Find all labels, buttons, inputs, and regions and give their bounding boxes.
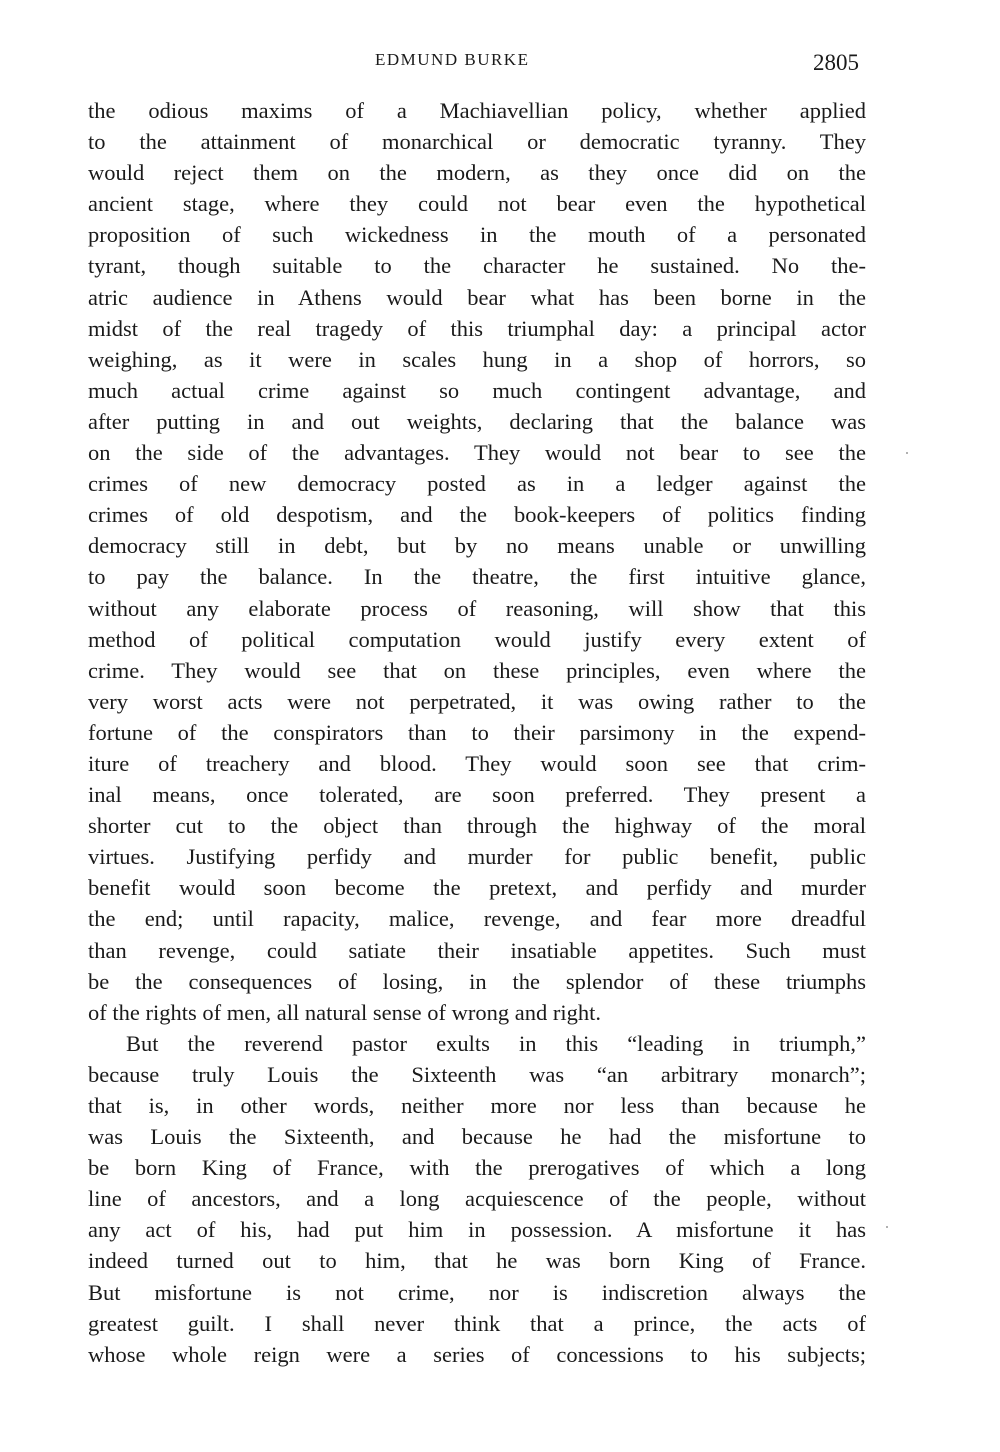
text-line: line of ancestors, and a long acquiescence of the people, without <box>88 1186 866 1212</box>
text-line: would reject them on the modern, as they once did on the <box>88 160 866 186</box>
text-line: indeed turned out to him, that he was born King of France. <box>88 1248 866 1274</box>
text-line: to pay the balance. In the theatre, the first intuitive glance, <box>88 564 866 590</box>
text-line: tyrant, though suitable to the character he sustained. No the- <box>88 253 866 279</box>
text-line: without any elaborate process of reasoning, will show that this <box>88 595 866 621</box>
text-line: be the consequences of losing, in the splendor of these triumphs <box>88 968 866 994</box>
running-title: EDMUND BURKE <box>375 50 530 69</box>
text-line: But the reverend pastor exults in this “leading in triumph,” <box>126 1030 866 1056</box>
text-line: of the rights of men, all natural sense of wrong and right. <box>88 999 601 1025</box>
text-line: crimes of old despotism, and the book-keepers of politics finding <box>88 502 866 528</box>
text-line: on the side of the advantages. They would not bear to see the <box>88 440 866 466</box>
text-line: shorter cut to the object than through the highway of the moral <box>88 813 866 839</box>
body-text <box>88 95 866 1370</box>
text-line: democracy still in debt, but by no means unable or unwilling <box>88 533 866 559</box>
text-line: iture of treachery and blood. They would soon see that crim- <box>88 750 866 776</box>
text-line: proposition of such wickedness in the mouth of a personated <box>88 222 866 248</box>
margin-speck <box>906 452 908 454</box>
text-line: crime. They would see that on these principles, even where the <box>88 657 866 683</box>
text-line: very worst acts were not perpetrated, it was owing rather to the <box>88 688 866 714</box>
text-line: ancient stage, where they could not bear even the hypothetical <box>88 191 866 217</box>
text-line: because truly Louis the Sixteenth was “an arbitrary monarch”; <box>88 1061 866 1087</box>
paragraph <box>88 1028 866 1370</box>
paragraph <box>88 95 866 1028</box>
text-line: be born King of France, with the prerogatives of which a long <box>88 1155 866 1181</box>
text-line: much actual crime against so much contingent advantage, and <box>88 377 866 403</box>
text-line: midst of the real tragedy of this triumphal day: a principal actor <box>88 315 866 341</box>
text-line: after putting in and out weights, declaring that the balance was <box>88 408 866 434</box>
text-line: whose whole reign were a series of concessions to his subjects; <box>88 1341 866 1367</box>
text-line: atric audience in Athens would bear what has been borne in the <box>88 284 866 310</box>
text-line: any act of his, had put him in possession. A misfortune it has <box>88 1217 866 1243</box>
margin-speck <box>886 1226 888 1228</box>
text-line: method of political computation would justify every extent of <box>88 626 866 652</box>
page-number: 2805 <box>813 50 859 75</box>
text-line: inal means, once tolerated, are soon preferred. They present a <box>88 782 866 808</box>
text-line: crimes of new democracy posted as in a ledger against the <box>88 471 866 497</box>
text-line: the end; until rapacity, malice, revenge, and fear more dreadful <box>88 906 866 932</box>
text-line: than revenge, could satiate their insatiable appetites. Such must <box>88 937 866 963</box>
text-line: fortune of the conspirators than to their parsimony in the expend- <box>88 719 866 745</box>
text-line: virtues. Justifying perfidy and murder for public benefit, public <box>88 844 866 870</box>
text-line: to the attainment of monarchical or democratic tyranny. They <box>88 129 866 155</box>
running-header <box>0 50 1000 74</box>
text-line: weighing, as it were in scales hung in a shop of horrors, so <box>88 346 866 372</box>
text-line: benefit would soon become the pretext, and perfidy and murder <box>88 875 866 901</box>
text-line: But misfortune is not crime, nor is indiscretion always the <box>88 1279 866 1305</box>
text-line: the odious maxims of a Machiavellian policy, whether applied <box>88 98 866 123</box>
text-line: that is, in other words, neither more nor less than because he <box>88 1093 866 1118</box>
text-line: was Louis the Sixteenth, and because he had the misfortune to <box>88 1124 866 1150</box>
text-line: greatest guilt. I shall never think that a prince, the acts of <box>88 1310 866 1336</box>
